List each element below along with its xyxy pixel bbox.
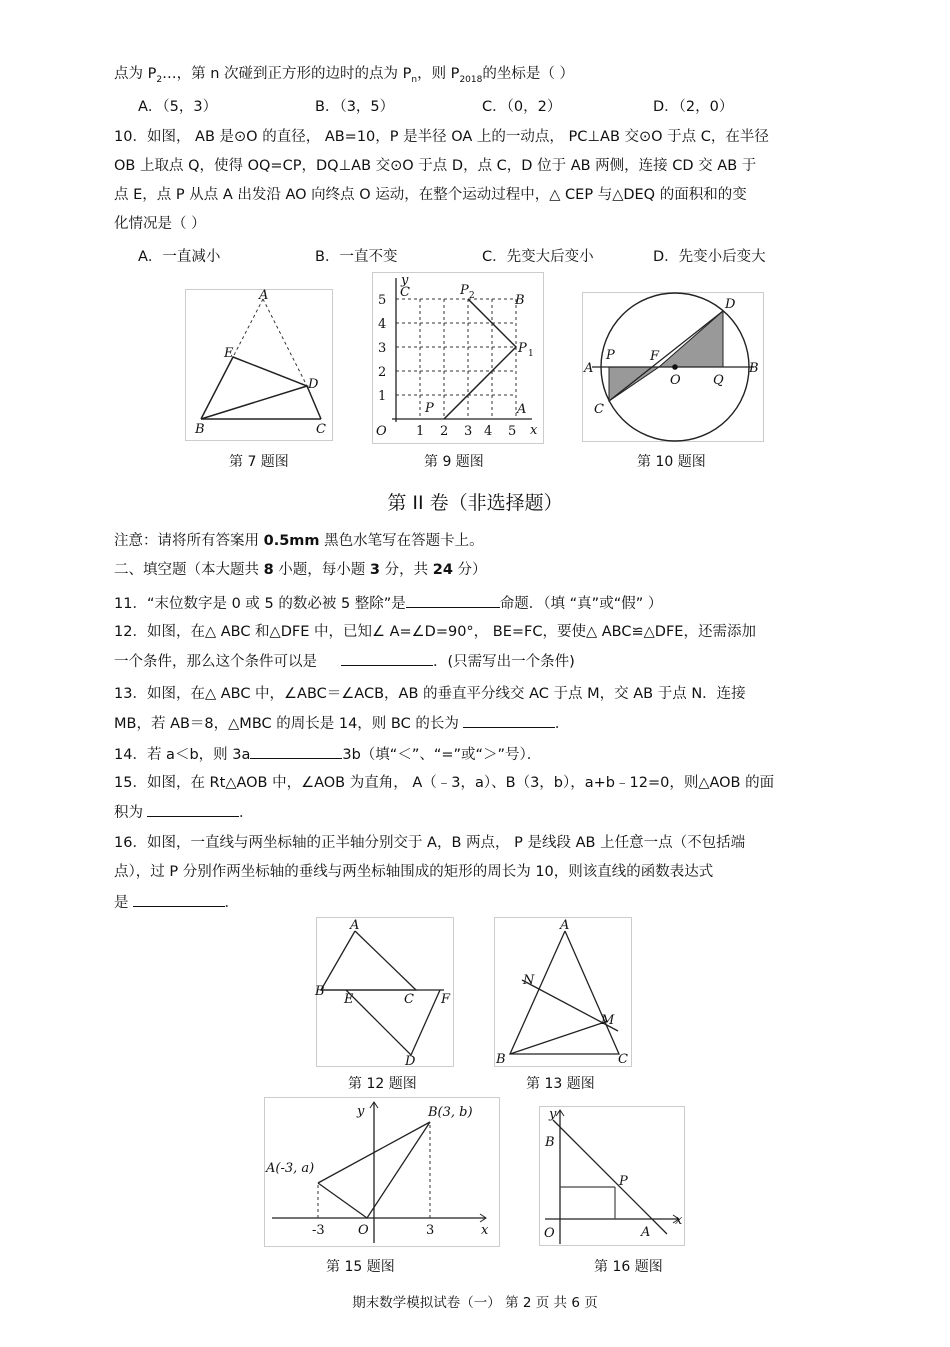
figure-q15 (264, 1097, 500, 1247)
fig7-label-A: A (259, 288, 269, 303)
fig15-label-x: x (481, 1223, 489, 1238)
q9-option-a: A．（5，3） (138, 99, 218, 115)
fig13-label-A: A (560, 918, 570, 933)
q11-answer-blank[interactable] (406, 593, 500, 608)
section-title: 第 II 卷（非选择题） (387, 492, 563, 514)
figure-q16 (539, 1106, 685, 1246)
fig9-label-y: y (401, 273, 409, 288)
answer-note: 注意：请将所有答案用 0.5mm 黑色水笔写在答题卡上。 (114, 533, 484, 549)
q10-option-b: B．一直不变 (315, 249, 398, 265)
fig15-tick-3: 3 (426, 1223, 435, 1238)
q15-line-2: 积为 ． (114, 802, 254, 823)
fig15-label-y: y (357, 1104, 365, 1119)
q16-line-3: 是 ． (114, 892, 239, 913)
fig16-label-O: O (544, 1226, 555, 1241)
fig9-label-P2: P (460, 283, 469, 298)
fig15-label-A: A(-3, a) (266, 1161, 315, 1176)
q13-answer-blank[interactable] (463, 713, 555, 728)
fig9-label-P1-sub: 1 (528, 349, 534, 359)
fig16-label-x: x (675, 1213, 683, 1228)
fig9-tick-x4: 4 (484, 424, 493, 439)
fig9-tick-x3: 3 (464, 424, 473, 439)
fig9-label-P2-sub: 2 (469, 291, 475, 301)
figure-q12 (316, 917, 454, 1067)
q10-line-1: 10．如图， AB 是⊙O 的直径， AB=10，P 是半径 OA 上的一动点， PC⊥AB 交⊙O 于点 C，在半径 (114, 129, 769, 145)
fig7-label-C: C (316, 422, 326, 437)
q10-option-d: D．先变小后变大 (653, 249, 766, 265)
fig10-label-D: D (725, 297, 736, 312)
fig9-tick-x5: 5 (508, 424, 517, 439)
fig9-tick-y3: 3 (378, 341, 387, 356)
fig9-label-P1: P (518, 341, 527, 356)
fig9-label-x: x (530, 423, 538, 438)
caption-q7: 第 7 题图 (229, 454, 289, 470)
q16-line-2: 点），过 P 分别作两坐标轴的垂线与两坐标轴围成的矩形的周长为 10，则该直线的函数表达式 (114, 864, 714, 880)
fig9-tick-x2: 2 (440, 424, 449, 439)
fig9-tick-y2: 2 (378, 365, 387, 380)
figure-q9 (372, 272, 544, 444)
fig13-label-C: C (618, 1052, 628, 1067)
q9-option-d: D．（2，0） (653, 99, 734, 115)
q10-line-4: 化情况是（ ） (114, 216, 206, 232)
fig9-label-P: P (425, 401, 434, 416)
fig9-tick-y5: 5 (378, 293, 387, 308)
page-footer: 期末数学模拟试卷（一） 第 2 页 共 6 页 (352, 1295, 598, 1311)
q16-line-1: 16．如图，一直线与两坐标轴的正半轴分别交于 A，B 两点， P 是线段 AB 上任意一点（不包括端 (114, 835, 746, 851)
q10-line-3: 点 E，点 P 从点 A 出发沿 AO 向终点 O 运动，在整个运动过程中，△ CEP 与△DEQ 的面积和的变 (114, 187, 747, 203)
fig9-label-A: A (517, 402, 527, 417)
q10-option-a: A．一直减小 (138, 249, 221, 265)
q14-answer-blank[interactable] (250, 744, 342, 759)
fig7-label-B: B (195, 422, 205, 437)
fig16-label-A: A (641, 1225, 651, 1240)
fig15-label-O: O (358, 1223, 369, 1238)
fig15-label-B: B(3, b) (428, 1105, 473, 1120)
fig10-label-O: O (670, 373, 681, 388)
figure-q10 (582, 292, 764, 442)
fig10-label-B: B (749, 361, 759, 376)
fig10-label-F: F (650, 349, 660, 364)
caption-q9: 第 9 题图 (424, 454, 484, 470)
fig15-tick-neg3: -3 (312, 1223, 325, 1238)
fig12-label-F: F (441, 992, 451, 1007)
q13-line-1: 13．如图，在△ ABC 中，∠ABC＝∠ACB，AB 的垂直平分线交 AC 于点 M，交 AB 于点 N．连接 (114, 686, 746, 702)
figure-q7 (185, 289, 333, 441)
figure-q13 (494, 917, 632, 1067)
q15-answer-blank[interactable] (147, 802, 239, 817)
q14: 14．若 a＜b，则 3a 3b（填“＜”、“=”或“＞”号）． (114, 744, 541, 765)
caption-q12: 第 12 题图 (348, 1076, 417, 1092)
fig9-label-B: B (515, 293, 525, 308)
fig13-label-B: B (496, 1052, 506, 1067)
q9-stem-line: 点为 $P_2\dots$，第 n 次碰到正方形的边时的点为 $P_n$，则 $P_{2018}$的坐标是（ ） (114, 66, 574, 85)
fig12-label-C: C (404, 992, 414, 1007)
caption-q13: 第 13 题图 (526, 1076, 595, 1092)
fig13-label-N: N (523, 973, 535, 988)
fig16-label-B: B (545, 1135, 555, 1150)
q12-line-1: 12．如图，在△ ABC 和△DFE 中，已知∠ A=∠D=90°， BE=FC，要使△ ABC≌△DFE，还需添加 (114, 624, 756, 640)
caption-q15: 第 15 题图 (326, 1259, 395, 1275)
q13-line-2: MB，若 AB＝8，△MBC 的周长是 14，则 BC 的长为 ． (114, 713, 569, 734)
fig13-label-M: M (601, 1013, 615, 1028)
q12-line-2: 一个条件，那么这个条件可以是 ．(只需写出一个条件) (114, 651, 575, 672)
fig9-tick-x1: 1 (416, 424, 425, 439)
fig7-label-D: D (308, 377, 319, 392)
fig10-label-Q: Q (713, 373, 724, 388)
fig10-label-A: A (584, 361, 594, 376)
q16-answer-blank[interactable] (133, 892, 225, 907)
fig10-label-P: P (606, 348, 615, 363)
q11: 11．“末位数字是 0 或 5 的数必被 5 整除”是 命题．（填 “真”或“假” ） (114, 593, 662, 614)
fig9-label-O: O (376, 424, 387, 439)
fig9-tick-y1: 1 (378, 389, 387, 404)
q10-option-c: C．先变大后变小 (482, 249, 594, 265)
part2-heading: 二、填空题（本大题共 8 小题，每小题 3 分，共 24 分） (114, 562, 487, 578)
q12-answer-blank[interactable] (341, 651, 433, 666)
q15-line-1: 15．如图，在 Rt△AOB 中，∠AOB 为直角， A（﹣3，a）、B（3，b），a+b﹣12=0，则△AOB 的面 (114, 775, 775, 791)
q10-line-2: OB 上取点 Q，使得 OQ=CP，DQ⊥AB 交⊙O 于点 D，点 C，D 位于 AB 两侧，连接 CD 交 AB 于 (114, 158, 757, 174)
fig9-label-C: C (400, 285, 410, 300)
fig12-label-D: D (405, 1054, 416, 1069)
fig16-label-P: P (619, 1174, 628, 1189)
fig16-label-y: y (549, 1107, 557, 1122)
q9-option-c: C．（0，2） (482, 99, 562, 115)
q9-option-b: B．（3，5） (315, 99, 395, 115)
fig9-tick-y4: 4 (378, 317, 387, 332)
fig12-label-B: B (315, 984, 325, 999)
caption-q10: 第 10 题图 (637, 454, 706, 470)
fig12-label-E: E (344, 992, 354, 1007)
fig10-label-C: C (594, 402, 604, 417)
caption-q16: 第 16 题图 (594, 1259, 663, 1275)
fig7-label-E: E (224, 346, 234, 361)
fig12-label-A: A (350, 918, 360, 933)
